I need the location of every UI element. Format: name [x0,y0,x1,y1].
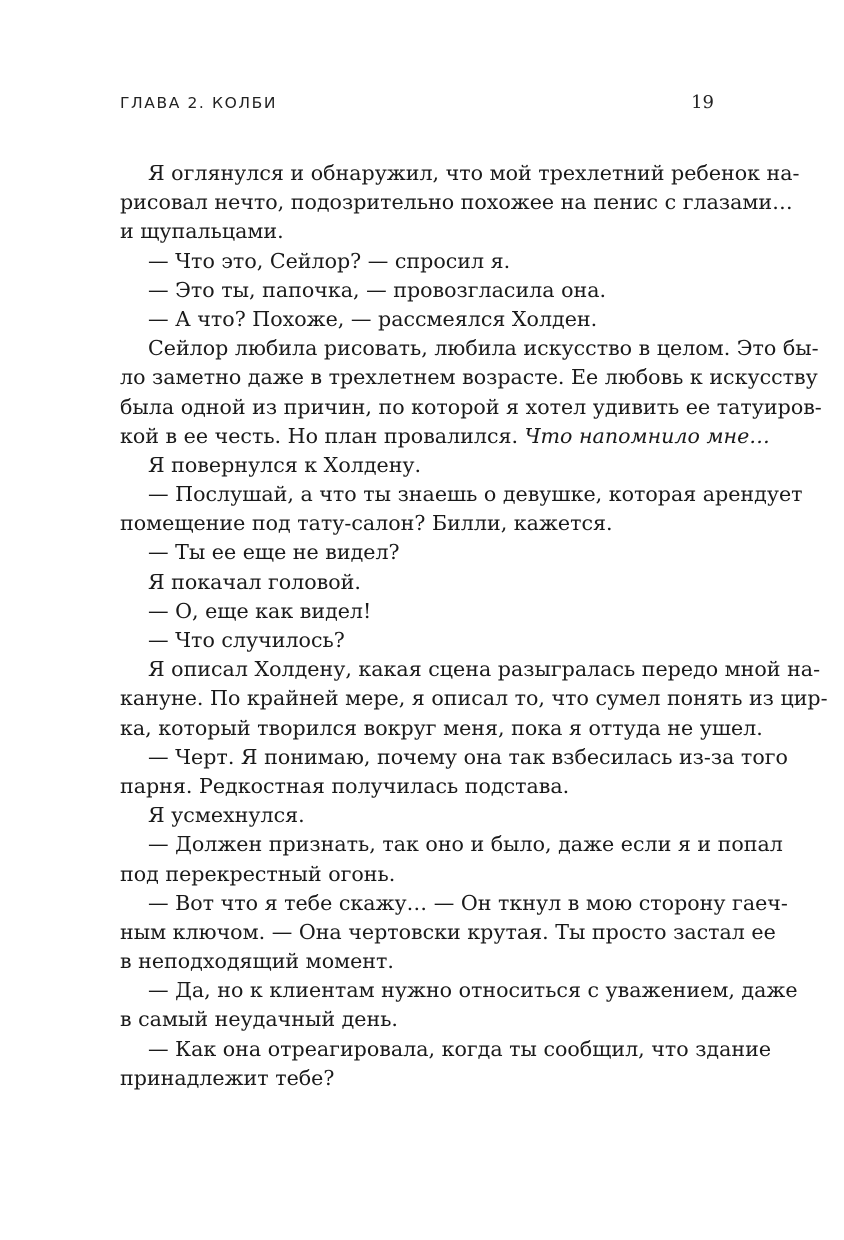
text-line: парня. Редкостная получилась подстава. [120,773,570,798]
italic-thought: Что напомнило мне… [524,423,770,448]
text-line: Я повернулся к Холдену. [148,452,422,477]
text-line: Я покачал головой. [148,569,361,594]
text-line: — Что случилось? [148,628,345,652]
text-line: — О, еще как видел! [148,598,372,623]
text-line: — Как она отреагировала, когда ты сообщил, что здание [148,1036,772,1061]
text-line: и щупальцами. [120,219,284,244]
text-line: ло заметно даже в трехлетнем возрасте. Ее любовь к искусству [120,365,818,390]
text-line: — Да, но к клиентам нужно относиться с уважением, даже [148,978,798,1003]
text-line: в неподходящий момент. [120,949,394,974]
text-line: под перекрестный огонь. [120,861,396,886]
text-line: — А что? Похоже, — рассмеялся Холден. [148,306,598,331]
text-line: ка, который творился вокруг меня, пока я оттуда не ушел. [120,715,763,740]
text-line: — Вот что я тебе скажу… — Он ткнул в мою сторону гаеч- [148,890,788,915]
text-line: — Должен признать, так оно и было, даже если я и попал [148,832,783,857]
text-line: была одной из причин, по которой я хотел удивить ее татуиров- [120,394,822,419]
text-segment: кой в ее честь. Но план провалился. [120,423,519,448]
text-line: Я усмехнулся. [148,803,305,828]
text-line: — Черт. Я понимаю, почему она так взбесилась из-за того [148,744,788,769]
text-line: Я описал Холдену, какая сцена разыгралась передо мной на- [148,657,821,682]
text-line: кануне. По крайней мере, я описал то, что сумел понять из цир- [120,686,828,711]
text-line: помещение под тату-салон? Билли, кажется. [120,511,613,536]
text-line: — Ты ее еще не видел? [148,540,400,565]
text-line: рисовал нечто, подозрительно похожее на пенис с глазами… [120,190,793,215]
text-line: — Что это, Сейлор? — спросил я. [148,248,511,273]
running-head: ГЛАВА 2. КОЛБИ [120,94,278,112]
text-line: Я оглянулся и обнаружил, что мой трехлетний ребенок на- [148,161,800,185]
text-line: в самый неудачный день. [120,1007,398,1032]
text-line: принадлежит тебе? [120,1065,335,1090]
text-line: Сейлор любила рисовать, любила искусство в целом. Это бы- [148,336,819,361]
page-number: 19 [691,92,714,113]
text-line: ным ключом. — Она чертовски крутая. Ты просто застал ее [120,919,776,944]
text-line: — Послушай, а что ты знаешь о девушке, которая арендует [148,482,803,507]
body-text [120,159,828,1093]
text-line [120,422,770,451]
text-line: — Это ты, папочка, — провозгласила она. [148,277,607,302]
